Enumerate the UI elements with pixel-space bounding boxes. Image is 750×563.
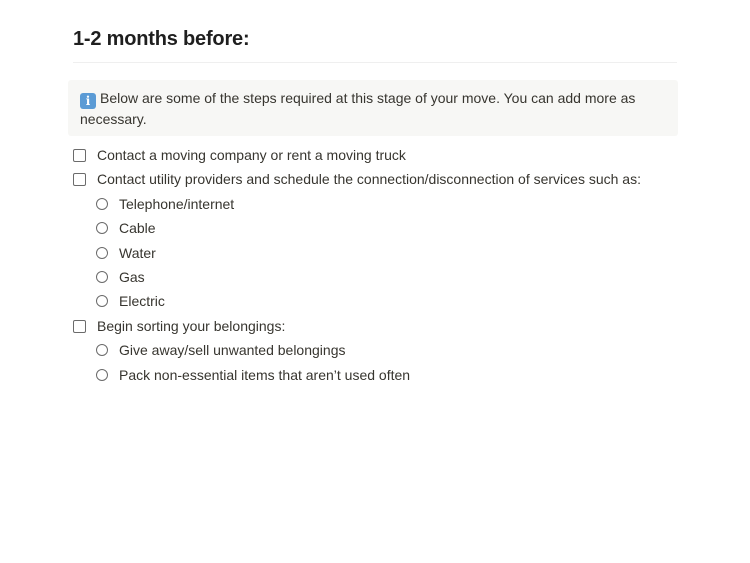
heading-divider xyxy=(73,62,677,63)
subtask-radio[interactable] xyxy=(96,295,108,307)
subtask-radio[interactable] xyxy=(96,271,108,283)
task-item xyxy=(73,147,406,163)
page-heading: 1-2 months before: xyxy=(73,28,250,50)
subtask-item xyxy=(96,293,165,309)
subtask-item xyxy=(96,196,234,212)
task-checkbox[interactable] xyxy=(73,149,86,162)
info-callout xyxy=(68,80,678,136)
subtask-radio[interactable] xyxy=(96,198,108,210)
subtask-radio[interactable] xyxy=(96,344,108,356)
callout-text: Below are some of the steps required at this stage of your move. You can add more as necessary. xyxy=(80,90,636,127)
subtask-label: Gas xyxy=(119,269,145,285)
task-item xyxy=(73,171,641,187)
info-icon: i xyxy=(80,93,96,109)
subtask-radio[interactable] xyxy=(96,222,108,234)
subtask-item xyxy=(96,269,145,285)
subtask-radio[interactable] xyxy=(96,247,108,259)
task-item xyxy=(73,318,285,334)
subtask-item xyxy=(96,220,156,236)
task-label: Begin sorting your belongings: xyxy=(97,318,286,334)
task-checkbox[interactable] xyxy=(73,320,86,333)
subtask-label: Electric xyxy=(119,293,165,309)
subtask-item xyxy=(96,342,345,358)
task-checkbox[interactable] xyxy=(73,173,86,186)
subtask-item xyxy=(96,245,156,261)
task-label: Contact a moving company or rent a moving truck xyxy=(97,147,406,163)
subtask-label: Pack non-essential items that aren’t used often xyxy=(119,367,411,383)
task-label: Contact utility providers and schedule the connection/disconnection of services such as: xyxy=(97,171,641,187)
subtask-label: Cable xyxy=(119,220,156,236)
subtask-label: Water xyxy=(119,245,156,261)
subtask-label: Telephone/internet xyxy=(119,196,235,212)
subtask-label: Give away/sell unwanted belongings xyxy=(119,342,346,358)
subtask-item xyxy=(96,367,410,383)
subtask-radio[interactable] xyxy=(96,369,108,381)
